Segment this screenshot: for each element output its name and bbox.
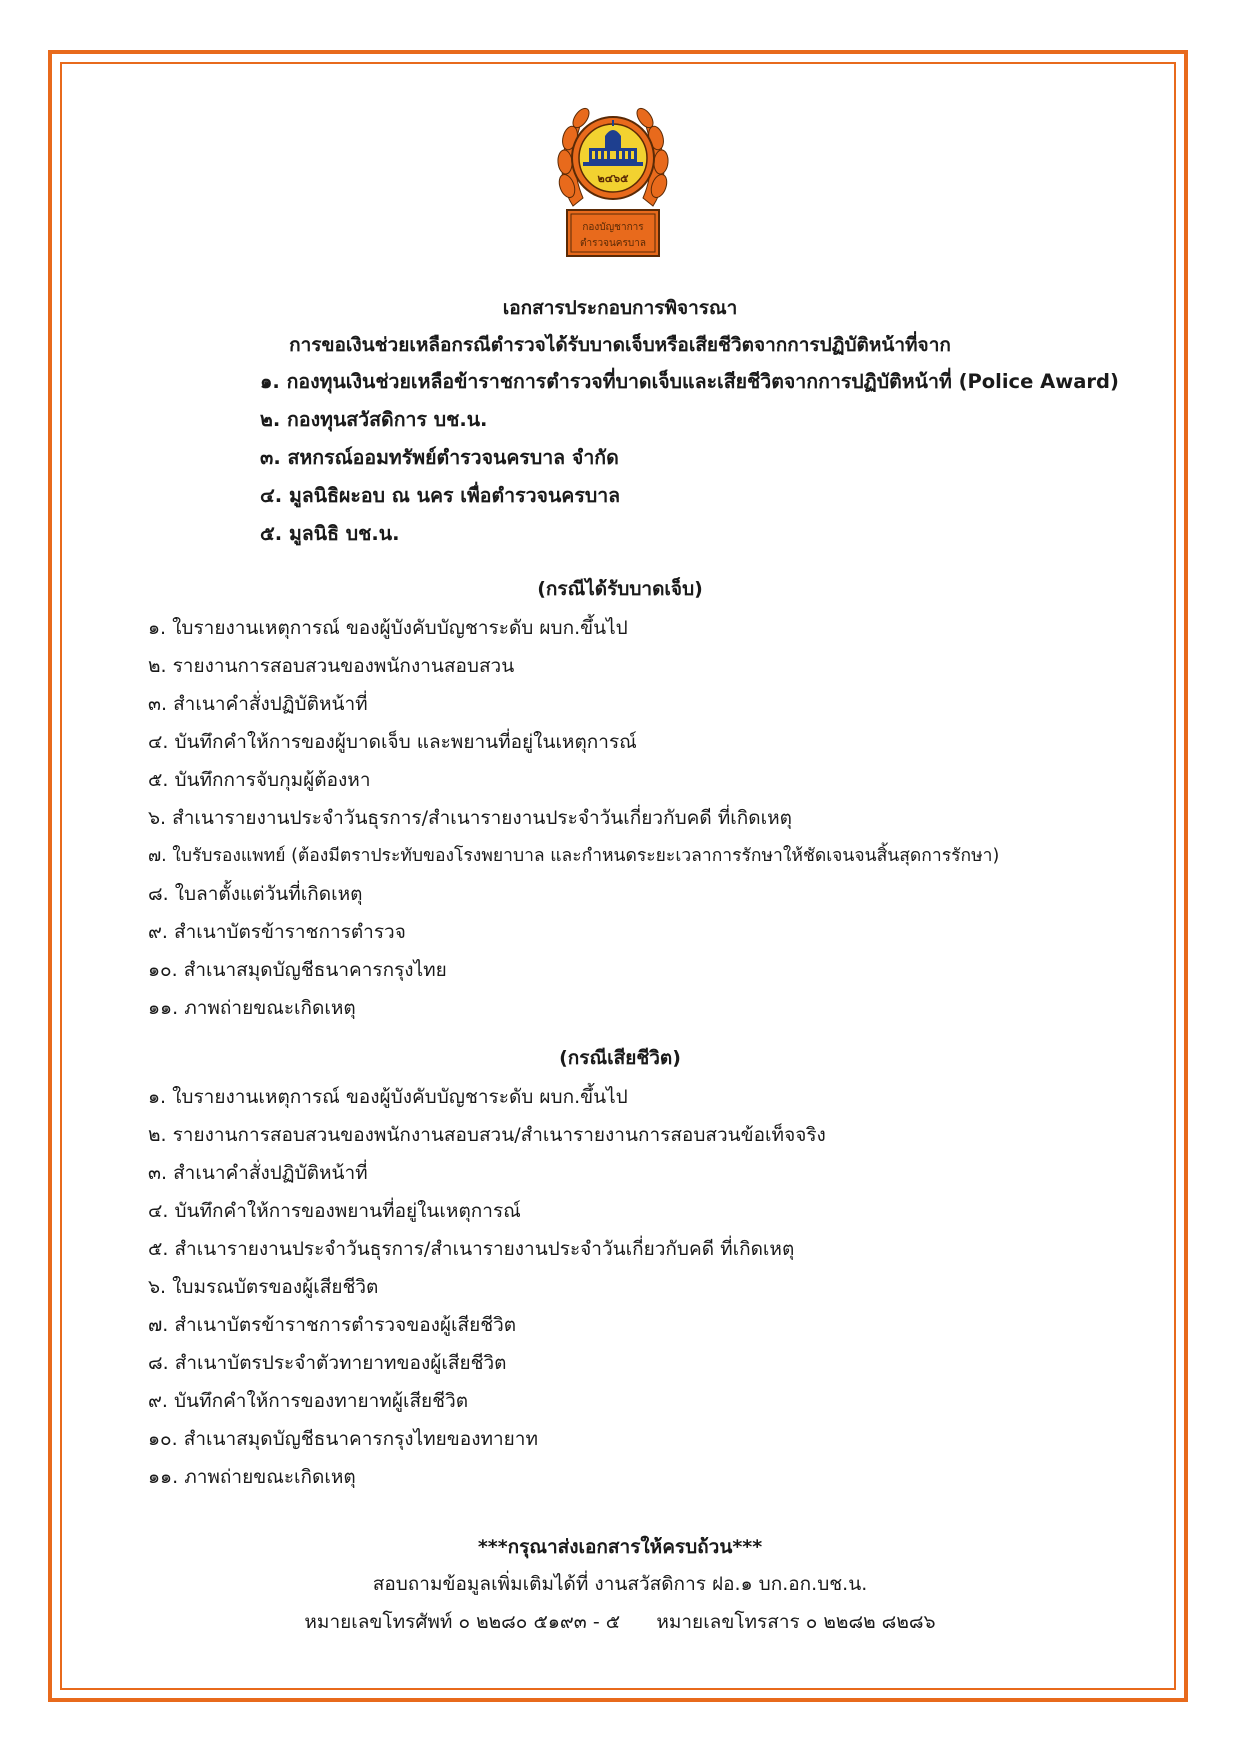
police-emblem-logo xyxy=(553,98,673,274)
footer-contact: สอบถามข้อมูลเพิ่มเติมได้ที่ งานสวัสดิการ ฝอ.๑ บก.อก.บช.น. xyxy=(372,1573,868,1595)
death-list-item: ๑๑. ภาพถ่ายขณะเกิดเหตุ xyxy=(148,1466,356,1488)
emblem-banner-line2: ตำรวจนครบาล xyxy=(580,238,646,249)
death-list-item: ๗. สำเนาบัตรข้าราชการตำรวจของผู้เสียชีวิต xyxy=(148,1314,517,1336)
injury-list-item: ๕. บันทึกการจับกุมผู้ต้องหา xyxy=(148,769,371,791)
injury-list-item: ๒. รายงานการสอบสวนของพนักงานสอบสวน xyxy=(148,655,515,677)
injury-list-item: ๑๑. ภาพถ่ายขณะเกิดเหตุ xyxy=(148,997,356,1019)
fund-item: ๒. กองทุนสวัสดิการ บช.น. xyxy=(260,408,488,431)
footer-phone-fax: หมายเลขโทรศัพท์ ๐ ๒๒๘๐ ๕๑๙๓ - ๕ หมายเลขโทรสาร ๐ ๒๒๘๒ ๘๒๘๖ xyxy=(304,1611,936,1633)
injury-list-item: ๘. ใบลาตั้งแต่วันที่เกิดเหตุ xyxy=(148,883,363,905)
fund-item: ๑. กองทุนเงินช่วยเหลือข้าราชการตำรวจที่บาดเจ็บและเสียชีวิตจากการปฏิบัติหน้าที่ (Police Award) xyxy=(260,370,1119,393)
injury-list-item: ๙. สำเนาบัตรข้าราชการตำรวจ xyxy=(148,921,406,943)
injury-list-item: ๖. สำเนารายงานประจำวันธุรการ/สำเนารายงานประจำวันเกี่ยวกับคดี ที่เกิดเหตุ xyxy=(148,807,792,829)
death-list-item: ๖. ใบมรณบัตรของผู้เสียชีวิต xyxy=(148,1276,379,1298)
injury-list-item: ๔. บันทึกคำให้การของผู้บาดเจ็บ และพยานที่อยู่ในเหตุการณ์ xyxy=(148,731,637,753)
document-subtitle: การขอเงินช่วยเหลือกรณีตำรวจได้รับบาดเจ็บหรือเสียชีวิตจากการปฏิบัติหน้าที่จาก xyxy=(289,334,951,356)
death-list-item: ๔. บันทึกคำให้การของพยานที่อยู่ในเหตุการณ์ xyxy=(148,1200,521,1222)
death-list-item: ๒. รายงานการสอบสวนของพนักงานสอบสวน/สำเนารายงานการสอบสวนข้อเท็จจริง xyxy=(148,1124,826,1146)
document-title: เอกสารประกอบการพิจารณา xyxy=(502,297,738,319)
death-list-item: ๓. สำเนาคำสั่งปฏิบัติหน้าที่ xyxy=(148,1162,368,1184)
death-list-item: ๙. บันทึกคำให้การของทายาทผู้เสียชีวิต xyxy=(148,1390,469,1412)
injury-section-title: (กรณีได้รับบาดเจ็บ) xyxy=(537,578,703,600)
injury-list-item: ๓. สำเนาคำสั่งปฏิบัติหน้าที่ xyxy=(148,693,368,715)
injury-list-item: ๑๐. สำเนาสมุดบัญชีธนาคารกรุงไทย xyxy=(148,959,447,981)
death-list-item: ๕. สำเนารายงานประจำวันธุรการ/สำเนารายงานประจำวันเกี่ยวกับคดี ที่เกิดเหตุ xyxy=(148,1238,795,1260)
death-list-item: ๘. สำเนาบัตรประจำตัวทายาทของผู้เสียชีวิต xyxy=(148,1352,507,1374)
injury-list-item: ๗. ใบรับรองแพทย์ (ต้องมีตราประทับของโรงพยาบาล และกำหนดระยะเวลาการรักษาให้ชัดเจนจนสิ้นสุดการรักษา) xyxy=(148,846,1000,866)
death-list-item: ๑. ใบรายงานเหตุการณ์ ของผู้บังคับบัญชาระดับ ผบก.ขึ้นไป xyxy=(148,1086,628,1108)
fund-item: ๓. สหกรณ์ออมทรัพย์ตำรวจนครบาล จำกัด xyxy=(260,446,619,469)
death-section-title: (กรณีเสียชีวิต) xyxy=(559,1047,681,1069)
fund-item: ๕. มูลนิธิ บช.น. xyxy=(260,522,400,545)
emblem-year-text: ๒๔๖๕ xyxy=(597,172,629,185)
death-list-item: ๑๐. สำเนาสมุดบัญชีธนาคารกรุงไทยของทายาท xyxy=(148,1428,538,1450)
emblem-banner-line1: กองบัญชาการ xyxy=(582,222,644,233)
footer-notice: ***กรุณาส่งเอกสารให้ครบถ้วน*** xyxy=(477,1536,763,1558)
injury-list-item: ๑. ใบรายงานเหตุการณ์ ของผู้บังคับบัญชาระดับ ผบก.ขึ้นไป xyxy=(148,617,628,639)
fund-item: ๔. มูลนิธิผะอบ ณ นคร เพื่อตำรวจนครบาล xyxy=(260,484,621,507)
